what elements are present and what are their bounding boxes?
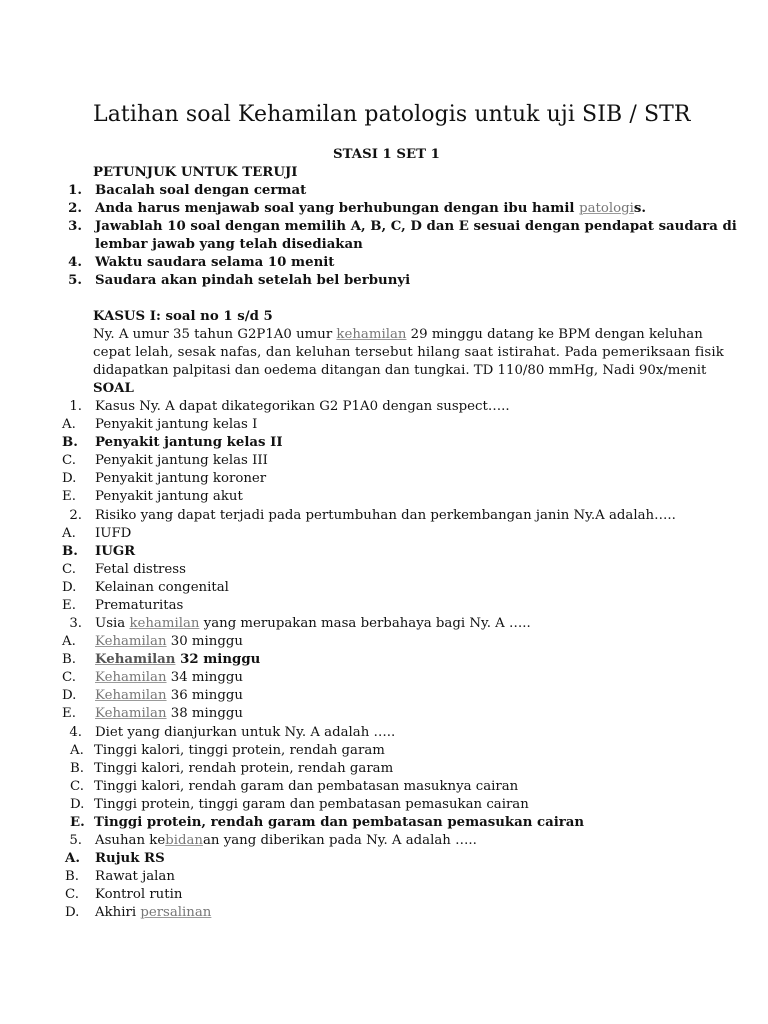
option[interactable]	[62, 579, 229, 597]
option[interactable]	[62, 633, 243, 651]
option-text: Penyakit jantung kelas I	[95, 417, 258, 432]
option-letter: D.	[70, 797, 85, 812]
text-segment: Usia	[95, 616, 130, 631]
option[interactable]	[65, 886, 183, 904]
kehamilan-link[interactable]: Kehamilan	[95, 634, 167, 649]
text-segment: 32 minggu	[175, 652, 261, 667]
option[interactable]	[70, 796, 529, 814]
kasus-paragraph-line: cepat lelah, sesak nafas, dan keluhan tersebut hilang saat istirahat. Pada pemeriksaan fisik	[93, 345, 724, 360]
question-text	[95, 832, 477, 850]
option-text: Fetal distress	[95, 562, 186, 577]
option-letter: A.	[70, 743, 84, 758]
option[interactable]	[62, 687, 243, 705]
option-answer[interactable]	[70, 814, 585, 832]
option-text	[95, 687, 243, 705]
kasus-paragraph-line	[93, 326, 703, 344]
option[interactable]	[62, 561, 186, 579]
option-letter: D.	[65, 905, 80, 920]
option-text: Kontrol rutin	[95, 887, 183, 902]
option[interactable]	[62, 470, 267, 488]
option-text: Tinggi protein, tinggi garam dan pembatasan pemasukan cairan	[94, 797, 529, 812]
question-number: 4.	[69, 725, 82, 740]
option-letter: A.	[62, 526, 76, 541]
petunjuk-text-continued: lembar jawab yang telah disediakan	[95, 237, 363, 252]
stasi-heading: STASI 1 SET 1	[333, 147, 440, 162]
text-segment: 30 minggu	[166, 634, 243, 649]
kehamilan-link[interactable]: Kehamilan	[95, 670, 167, 685]
option-text: IUFD	[95, 526, 132, 541]
option-text	[95, 633, 243, 651]
option-letter: E.	[70, 815, 85, 830]
text-segment: 36 minggu	[166, 688, 243, 703]
option-text	[95, 904, 211, 922]
option-letter: B.	[65, 869, 79, 884]
question-text: Kasus Ny. A dapat dikategorikan G2 P1A0 dengan suspect…..	[95, 399, 510, 414]
list-number: 3.	[68, 219, 82, 234]
option[interactable]	[62, 452, 268, 470]
option-letter: C.	[65, 887, 79, 902]
option-answer[interactable]	[65, 850, 165, 868]
option-letter: B.	[62, 652, 76, 667]
option-letter: A.	[62, 634, 76, 649]
text-segment: Akhiri	[95, 905, 141, 920]
option-letter: E.	[62, 489, 76, 504]
kehamilan-link[interactable]: Kehamilan	[95, 688, 167, 703]
option[interactable]	[62, 416, 258, 434]
kasus-paragraph-line: didapatkan palpitasi dan oedema ditangan dan tungkai. TD 110/80 mmHg, Nadi 90x/menit	[93, 363, 707, 378]
text-segment: Anda harus menjawab soal yang berhubungan dengan ibu hamil	[95, 201, 580, 216]
list-number: 2.	[68, 201, 82, 216]
option-text: Rujuk RS	[95, 851, 165, 866]
text-segment: s.	[633, 201, 647, 216]
question-number: 1.	[69, 399, 82, 414]
option-letter: B.	[62, 544, 78, 559]
patologi-link[interactable]: patologi	[579, 201, 634, 216]
kehamilan-link[interactable]: Kehamilan	[95, 652, 176, 667]
option-letter: B.	[70, 761, 84, 776]
option-letter: C.	[62, 453, 76, 468]
option-text: Penyakit jantung kelas II	[95, 435, 283, 450]
option[interactable]	[62, 525, 132, 543]
option-text: Tinggi protein, rendah garam dan pembatasan pemasukan cairan	[94, 815, 585, 830]
kehamilan-link[interactable]: kehamilan	[129, 616, 200, 631]
text-segment: 29 minggu datang ke BPM dengan keluhan	[406, 327, 703, 342]
option[interactable]	[62, 705, 243, 723]
text-segment: 34 minggu	[166, 670, 243, 685]
option[interactable]	[62, 669, 243, 687]
option[interactable]	[70, 778, 519, 796]
option-text	[95, 669, 243, 687]
kehamilan-link[interactable]: Kehamilan	[95, 706, 167, 721]
text-segment: Ny. A umur 35 tahun G2P1A0 umur	[93, 327, 337, 342]
option[interactable]	[62, 597, 184, 615]
option-letter: A.	[65, 851, 80, 866]
document-title: Latihan soal Kehamilan patologis untuk uji SIB / STR	[93, 102, 691, 127]
petunjuk-text: Jawablah 10 soal dengan memilih A, B, C, D dan E sesuai dengan pendapat saudara di	[95, 219, 737, 234]
list-number: 1.	[68, 183, 82, 198]
question-number: 3.	[69, 616, 82, 631]
list-number: 4.	[68, 255, 82, 270]
option-text: IUGR	[95, 544, 136, 559]
option-letter: B.	[62, 435, 78, 450]
option-letter: E.	[62, 598, 76, 613]
option-text	[95, 705, 243, 723]
question-number: 2.	[69, 508, 82, 523]
question-number: 5.	[69, 833, 82, 848]
option-letter: C.	[62, 562, 76, 577]
option-text: Kelainan congenital	[95, 580, 229, 595]
text-segment: an yang diberikan pada Ny. A adalah …..	[202, 833, 477, 848]
petunjuk-text	[95, 200, 646, 218]
option[interactable]	[70, 760, 394, 778]
option-letter: D.	[62, 688, 77, 703]
petunjuk-heading: PETUNJUK UNTUK TERUJI	[93, 165, 298, 180]
option-text: Rawat jalan	[95, 869, 175, 884]
text-segment: 38 minggu	[166, 706, 243, 721]
text-segment: Asuhan ke	[95, 833, 166, 848]
question-text: Risiko yang dapat terjadi pada pertumbuhan dan perkembangan janin Ny.A adalah…..	[95, 508, 676, 523]
option-text: Penyakit jantung kelas III	[95, 453, 268, 468]
option-letter: C.	[62, 670, 76, 685]
petunjuk-text: Bacalah soal dengan cermat	[95, 183, 307, 198]
option-text: Tinggi kalori, tinggi protein, rendah garam	[94, 743, 385, 758]
option[interactable]	[65, 868, 175, 886]
option-letter: D.	[62, 580, 77, 595]
option[interactable]	[65, 904, 212, 922]
option-text	[95, 651, 260, 669]
list-number: 5.	[68, 273, 82, 288]
question-text: Diet yang dianjurkan untuk Ny. A adalah …..	[95, 725, 396, 740]
option[interactable]	[62, 488, 243, 506]
option-letter: A.	[62, 417, 76, 432]
option-answer[interactable]	[62, 543, 136, 561]
option-text: Penyakit jantung koroner	[95, 471, 267, 486]
kasus-heading: KASUS I: soal no 1 s/d 5	[93, 309, 273, 324]
option-text: Penyakit jantung akut	[95, 489, 243, 504]
option[interactable]	[70, 742, 385, 760]
persalinan-link[interactable]: persalinan	[140, 905, 212, 920]
petunjuk-text: Saudara akan pindah setelah bel berbunyi	[95, 273, 411, 288]
option-text: Tinggi kalori, rendah protein, rendah garam	[94, 761, 394, 776]
option-text: Prematuritas	[95, 598, 184, 613]
option-letter: D.	[62, 471, 77, 486]
kehamilan-link[interactable]: kehamilan	[336, 327, 407, 342]
question-text	[95, 615, 531, 633]
text-segment: yang merupakan masa berbahaya bagi Ny. A …..	[199, 616, 531, 631]
bidan-link[interactable]: bidan	[165, 833, 203, 848]
soal-heading: SOAL	[93, 381, 134, 396]
option-text: Tinggi kalori, rendah garam dan pembatasan masuknya cairan	[94, 779, 519, 794]
option-answer[interactable]	[62, 434, 283, 452]
option-letter: C.	[70, 779, 84, 794]
petunjuk-text: Waktu saudara selama 10 menit	[95, 255, 335, 270]
option-letter: E.	[62, 706, 76, 721]
option-answer[interactable]	[62, 651, 261, 669]
